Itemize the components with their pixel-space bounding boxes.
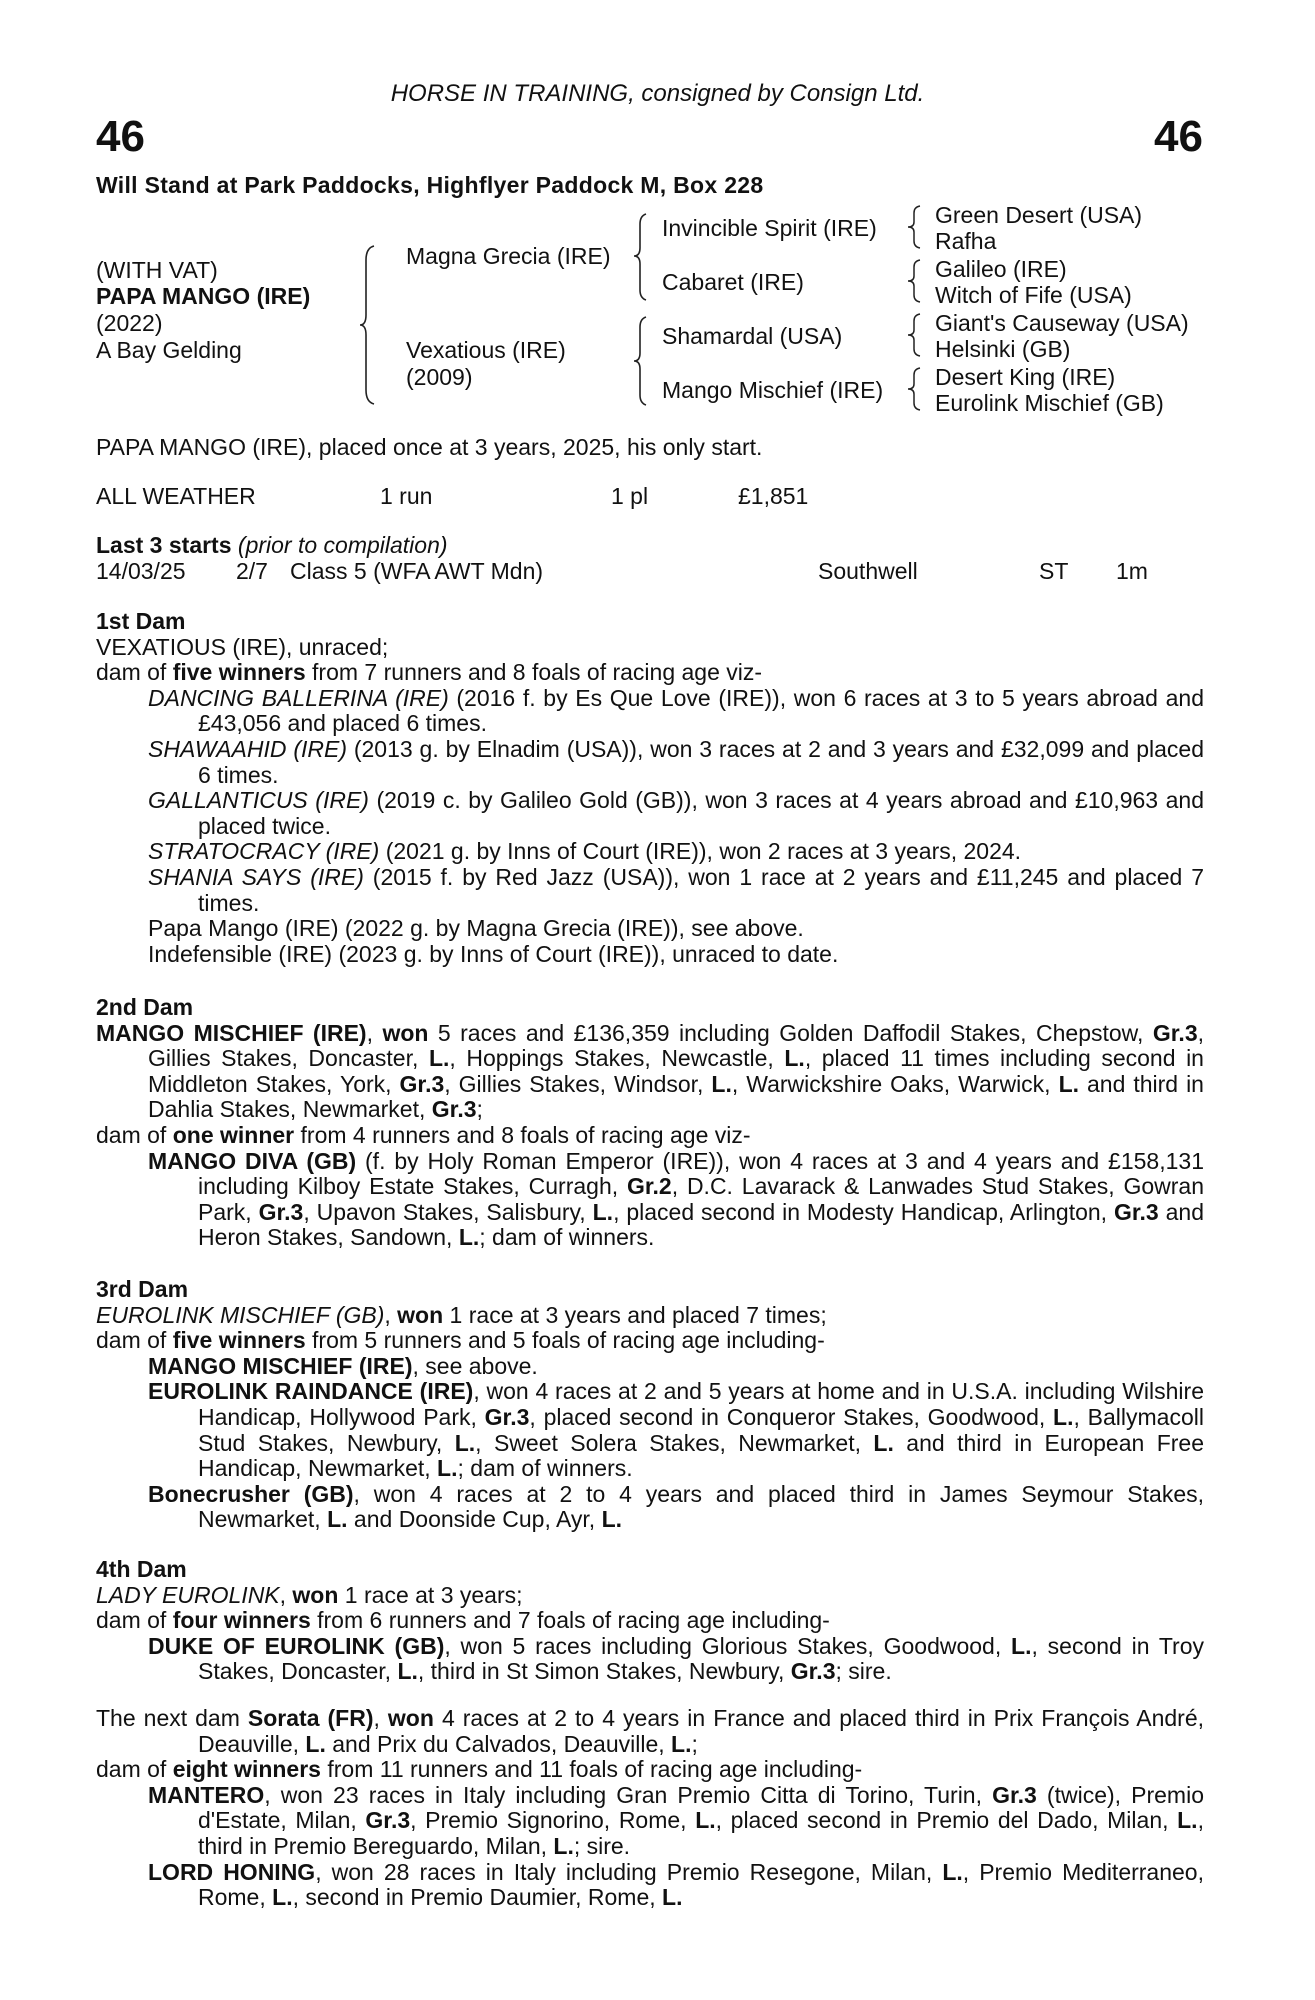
last-starts-heading: Last 3 starts bbox=[96, 532, 232, 558]
third-dam-produce-line: dam of five winners from 5 runners and 5 foals of racing age including- bbox=[96, 1327, 825, 1354]
produce-item: GALLANTICUS (IRE) (2019 c. by Galileo Gold (GB)), won 3 races at 4 years abroad and £10,963 and placed twice. bbox=[148, 787, 1204, 839]
racing-record bbox=[96, 483, 1204, 509]
dam-dam-sire: Desert King (IRE) bbox=[935, 364, 1116, 390]
sire-sire-sire: Green Desert (USA) bbox=[935, 202, 1143, 228]
start-distance: 1m bbox=[1116, 557, 1148, 584]
dam-dam-dam: Eurolink Mischief (GB) bbox=[935, 390, 1164, 416]
brace-g1 bbox=[906, 204, 924, 250]
dam-name: Vexatious (IRE) bbox=[406, 337, 566, 363]
produce-item: SHAWAAHID (IRE) (2013 g. by Elnadim (USA)), won 3 races at 2 and 3 years and £32,099 and placed 6 times. bbox=[148, 735, 1204, 788]
record-runs: 1 run bbox=[380, 483, 433, 509]
stand-location: Will Stand at Park Paddocks, Highflyer Paddock M, Box 228 bbox=[96, 172, 764, 198]
record-placed: 1 pl bbox=[611, 483, 649, 509]
pedigree-brace-dam bbox=[632, 315, 656, 407]
sire-name: Magna Grecia (IRE) bbox=[406, 243, 611, 269]
sire-sire-dam: Rafha bbox=[935, 228, 997, 254]
start-surface: ST bbox=[1039, 557, 1069, 584]
next-dam-section bbox=[96, 1706, 1204, 1911]
lot-number-right: 46 bbox=[1154, 112, 1203, 161]
vat-note: (WITH VAT) bbox=[96, 257, 218, 283]
first-dam-section bbox=[96, 609, 1204, 967]
pedigree-brace-sire bbox=[632, 212, 656, 302]
produce-item: MANGO DIVA (GB) (f. by Holy Roman Emperor (IRE)), won 4 races at 3 and 4 years and £158,131 including Kilboy Estate Stakes, Curragh, Gr.2, D.C. Lavarack & Lanwades Stud Stakes, Gowran Park, Gr.3, Upavon Stakes, Salisbury, L., placed second in Modesty Handicap, Arlington, Gr.3 and Heron Stakes, Sandown, L.; dam of winners. bbox=[148, 1147, 1205, 1251]
lot-number-left: 46 bbox=[96, 112, 145, 161]
produce-item: EUROLINK RAINDANCE (IRE), won 4 races at 2 and 5 years at home and in U.S.A. including Wilshire Handicap, Hollywood Park, Gr.3, placed second in Conqueror Stakes, Goodwood, L., Ballymacoll Stud Stakes, Newbury, L., Sweet Solera Stakes, Newmarket, L. and third in European Free Handicap, Newmarket, L.; dam of winners. bbox=[148, 1378, 1204, 1482]
fourth-dam-record: LADY EUROLINK, won 1 race at 3 years; bbox=[96, 1581, 523, 1608]
race-summary: PAPA MANGO (IRE), placed once at 3 years, 2025, his only start. bbox=[96, 434, 763, 460]
brace-g2 bbox=[906, 258, 924, 304]
third-dam-heading: 3rd Dam bbox=[96, 1276, 189, 1302]
produce-item: SHANIA SAYS (IRE) (2015 f. by Red Jazz (USA)), won 1 race at 2 years and £11,245 and placed 7 times. bbox=[148, 863, 1204, 916]
fourth-dam-heading: 4th Dam bbox=[96, 1556, 187, 1582]
record-surface: ALL WEATHER bbox=[96, 483, 256, 509]
produce-item: LORD HONING, won 28 races in Italy including Premio Resegone, Milan, L., Premio Mediterraneo, Rome, L., second in Premio Daumier, Rome, L. bbox=[148, 1858, 1204, 1911]
catalogue-header: HORSE IN TRAINING, consigned by Consign Ltd. bbox=[390, 80, 925, 107]
horse-name: PAPA MANGO (IRE) bbox=[96, 283, 311, 309]
last-starts-section bbox=[96, 533, 1204, 585]
third-dam-section bbox=[96, 1277, 1204, 1533]
first-dam-heading: 1st Dam bbox=[96, 608, 186, 634]
produce-item: Bonecrusher (GB), won 4 races at 2 to 4 years and placed third in James Seymour Stakes, Newmarket, L. and Doonside Cup, Ayr, L. bbox=[148, 1480, 1204, 1533]
start-date: 14/03/25 bbox=[96, 557, 186, 584]
next-dam-record: The next dam Sorata (FR), won 4 races at 2 to 4 years in France and placed third in Prix François André, Deauville, L. and Prix du Calvados, Deauville, L.; bbox=[96, 1705, 1205, 1757]
sire-dam-dam: Witch of Fife (USA) bbox=[935, 282, 1132, 308]
last-starts-note: (prior to compilation) bbox=[237, 532, 448, 558]
produce-item: STRATOCRACY (IRE) (2021 g. by Inns of Court (IRE)), won 2 races at 3 years, 2024. bbox=[148, 838, 1022, 865]
first-dam-line: VEXATIOUS (IRE), unraced; bbox=[96, 633, 389, 660]
brace-g3 bbox=[906, 312, 924, 358]
dam-sire: Shamardal (USA) bbox=[662, 323, 843, 349]
brace-g4 bbox=[906, 366, 924, 412]
record-earnings: £1,851 bbox=[738, 483, 809, 509]
sire-sire: Invincible Spirit (IRE) bbox=[662, 215, 877, 241]
dam-dam: Mango Mischief (IRE) bbox=[662, 377, 884, 403]
second-dam-record: MANGO MISCHIEF (IRE), won 5 races and £136,359 including Golden Daffodil Stakes, Chepstow, Gr.3, Gillies Stakes, Doncaster, L., Hoppings Stakes, Newcastle, L., placed 11 times including second in Middleton Stakes, York, Gr.3, Gillies Stakes, Windsor, L., Warwickshire Oaks, Warwick, L. and third in Dahlia Stakes, Newmarket, Gr.3; bbox=[96, 1019, 1205, 1123]
second-dam-produce-line: dam of one winner from 4 runners and 8 foals of racing age viz- bbox=[96, 1121, 751, 1148]
dam-sire-sire: Giant's Causeway (USA) bbox=[935, 310, 1189, 336]
dam-sire-dam: Helsinki (GB) bbox=[935, 336, 1071, 362]
third-dam-record: EUROLINK MISCHIEF (GB), won 1 race at 3 years and placed 7 times; bbox=[96, 1301, 827, 1328]
pedigree-brace-main bbox=[360, 240, 390, 410]
second-dam-section bbox=[96, 995, 1204, 1251]
produce-item: Papa Mango (IRE) (2022 g. by Magna Grecia (IRE)), see above. bbox=[148, 915, 804, 942]
fourth-dam-section bbox=[96, 1557, 1204, 1685]
sire-dam: Cabaret (IRE) bbox=[662, 269, 804, 295]
last-start-row bbox=[96, 559, 1204, 585]
sire-dam-sire: Galileo (IRE) bbox=[935, 256, 1067, 282]
produce-item: MANGO MISCHIEF (IRE), see above. bbox=[148, 1352, 538, 1379]
produce-item: DANCING BALLERINA (IRE) (2016 f. by Es Que Love (IRE)), won 6 races at 3 to 5 years abroad and £43,056 and placed 6 times. bbox=[148, 684, 1204, 737]
produce-item: MANTERO, won 23 races in Italy including Gran Premio Citta di Torino, Turin, Gr.3 (twice), Premio d'Estate, Milan, Gr.3, Premio Signorino, Rome, L., placed second in Premio del Dado, Milan, L., third in Premio Bereguardo, Milan, L.; sire. bbox=[148, 1781, 1204, 1859]
dam-year: (2009) bbox=[406, 364, 473, 390]
horse-description: A Bay Gelding bbox=[96, 337, 242, 363]
horse-year: (2022) bbox=[96, 310, 163, 336]
first-dam-produce-line: dam of five winners from 7 runners and 8 foals of racing age viz- bbox=[96, 659, 763, 686]
produce-item: Indefensible (IRE) (2023 g. by Inns of Court (IRE)), unraced to date. bbox=[148, 940, 839, 967]
fourth-dam-produce-line: dam of four winners from 6 runners and 7 foals of racing age including- bbox=[96, 1607, 830, 1634]
start-course: Southwell bbox=[818, 557, 918, 584]
produce-item: DUKE OF EUROLINK (GB), won 5 races including Glorious Stakes, Goodwood, L., second in Troy Stakes, Doncaster, L., third in St Simon Stakes, Newbury, Gr.3; sire. bbox=[148, 1632, 1205, 1685]
next-dam-produce-line: dam of eight winners from 11 runners and 11 foals of racing age including- bbox=[96, 1756, 863, 1783]
second-dam-heading: 2nd Dam bbox=[96, 994, 194, 1020]
start-position: 2/7 bbox=[236, 557, 268, 584]
start-race: Class 5 (WFA AWT Mdn) bbox=[290, 557, 544, 584]
